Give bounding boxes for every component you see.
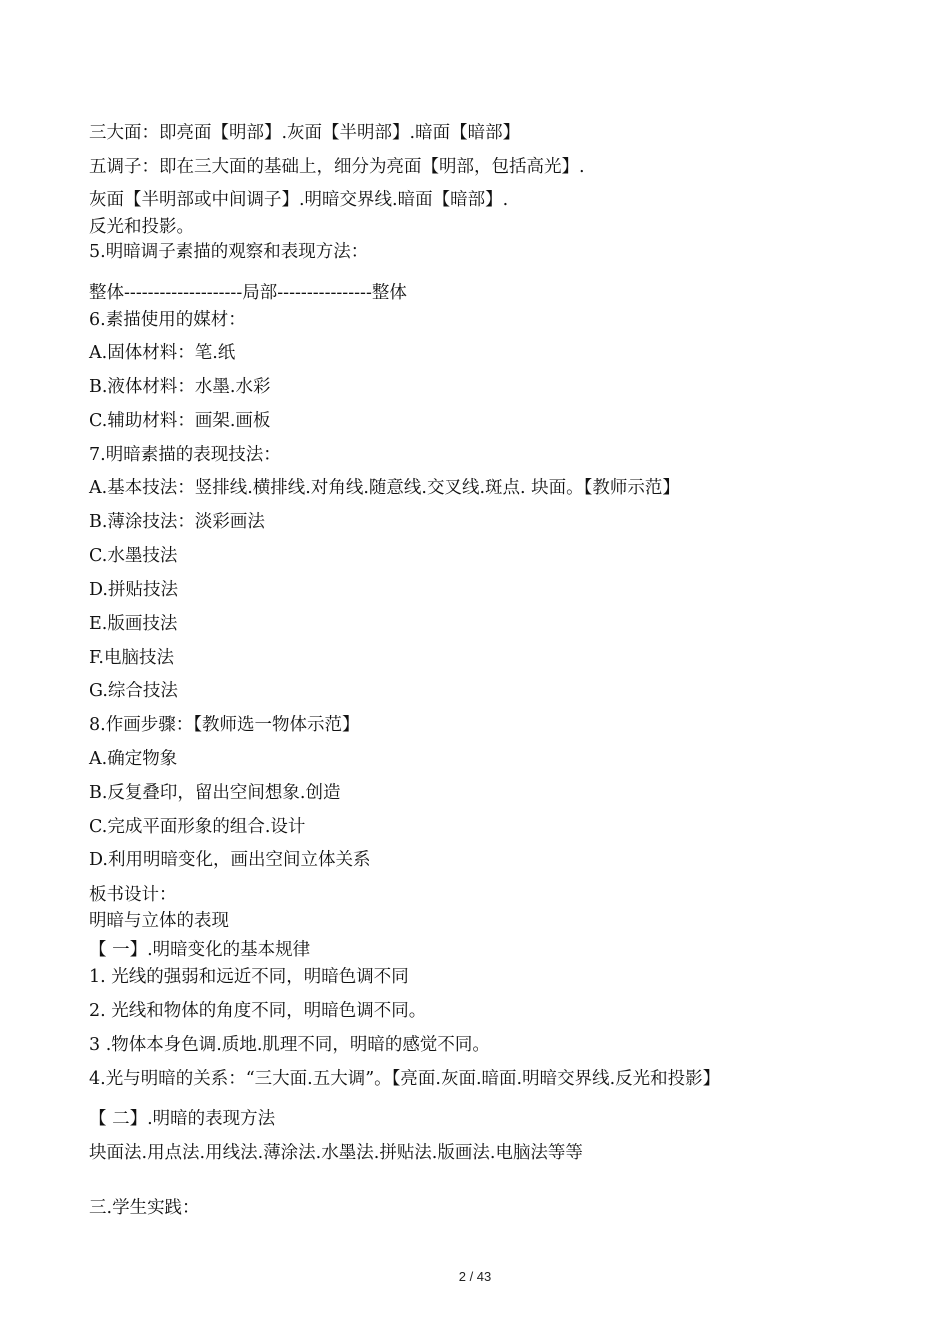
board-subheading: 【 二】.明暗的表现方法 <box>89 1109 276 1129</box>
list-item: E.版画技法 <box>89 614 178 634</box>
list-item: 1. 光线的强弱和远近不同，明暗色调不同 <box>89 967 409 987</box>
text-line: 五调子：即在三大面的基础上，细分为亮面【明部，包括高光】. <box>89 157 585 177</box>
section-heading: 8.作画步骤：【教师选一物体示范】 <box>89 715 360 735</box>
list-item: C.完成平面形象的组合.设计 <box>89 817 306 837</box>
list-item: D.拼贴技法 <box>89 580 178 600</box>
text-line: 板书设计： <box>89 885 177 905</box>
list-item: 3 .物体本身色调.质地.肌理不同，明暗的感觉不同。 <box>89 1035 490 1055</box>
page-number: 2 / 43 <box>458 1269 492 1284</box>
list-item: C.辅助材料：画架.画板 <box>89 411 271 431</box>
list-item: B.反复叠印，留出空间想象.创造 <box>89 783 341 803</box>
board-title: 明暗与立体的表现 <box>89 911 229 931</box>
list-item: A.确定物象 <box>89 749 178 769</box>
list-item: C.水墨技法 <box>89 546 178 566</box>
text-line: 块面法.用点法.用线法.薄涂法.水墨法.拼贴法.版画法.电脑法等等 <box>89 1143 583 1163</box>
text-line: 整体--------------------局部----------------整体 <box>89 283 407 303</box>
list-item: D.利用明暗变化，画出空间立体关系 <box>89 850 371 870</box>
section-heading: 5.明暗调子素描的观察和表现方法： <box>89 242 369 262</box>
section-heading: 7.明暗素描的表现技法： <box>89 445 281 465</box>
list-item: G.综合技法 <box>89 681 178 701</box>
text-line: 反光和投影。 <box>89 217 194 237</box>
section-heading: 三.学生实践： <box>89 1198 200 1218</box>
text-line: 三大面：即亮面【明部】.灰面【半明部】.暗面【暗部】 <box>89 123 521 143</box>
list-item: B.液体材料：水墨.水彩 <box>89 377 271 397</box>
list-item: 2. 光线和物体的角度不同，明暗色调不同。 <box>89 1001 427 1021</box>
list-item: B.薄涂技法：淡彩画法 <box>89 512 265 532</box>
list-item: A.基本技法：竖排线.横排线.对角线.随意线.交叉线.斑点. 块面。【教师示范】 <box>89 478 680 498</box>
list-item: A.固体材料：笔.纸 <box>89 343 236 363</box>
text-line: 灰面【半明部或中间调子】.明暗交界线.暗面【暗部】. <box>89 190 509 210</box>
section-heading: 6.素描使用的媒材： <box>89 310 246 330</box>
board-subheading: 【 一】.明暗变化的基本规律 <box>89 940 311 960</box>
list-item: 4.光与明暗的关系：“三大面.五大调”。【亮面.灰面.暗面.明暗交界线.反光和投影】 <box>89 1069 721 1089</box>
list-item: F.电脑技法 <box>89 648 174 668</box>
